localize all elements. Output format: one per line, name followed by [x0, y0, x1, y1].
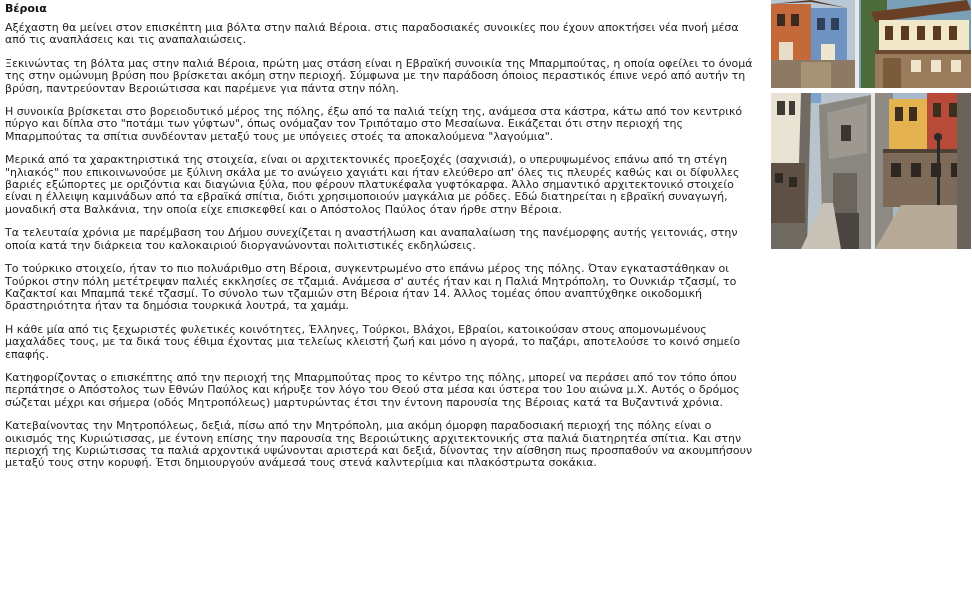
article-paragraph-7: Η κάθε μία από τις ξεχωριστές φυλετικές κοινότητες, Έλληνες, Τούρκοι, Βλάχοι, Εβραίοι, κατοικούσαν στους απομονωμένους μαχαλάδες τους, με τα δικά τους έθιμα έχοντας μια τελείως κλειστή ζωή και μόνο η αγορά, το παζάρι, αποτελούσε το κοινό σημείο επαφής.: [5, 322, 741, 361]
article-title: Βέροια: [5, 2, 47, 15]
article-paragraph-4: Μερικά από τα χαρακτηριστικά της στοιχεία, είναι οι αρχιτεκτονικές προεξοχές (σαχνισιά), ο υπερυψωμένος επάνω από τη στέγη "ηλιακός" που επικοινωνούσε με ξύλινη σκάλα με το ανώγειο χαγιάτι και ήταν ελεύθερο απ' όλες τις πλευρές καθώς και οι δίφυλλες βαριές εξώπορτες με οριζόντια και διαγώνια ξύλα, που φέρουν πλατυκέφαλα γυφτόκαρφα. Άλλο σημαντικό αρχιτεκτονικό στοιχείο είναι η έλλειψη καμινάδων από τα εβραϊκά σπίτια, διότι χρησιμοποιούν μαγκάλια με ρόδες. Εδώ διατηρείται η εβραϊκή συναγωγή, μοναδική στα Βαλκάνια, την οποία είχε επισκεφθεί και ο Απόστολος Παύλος όταν ήρθε στην Βέροια.: [5, 153, 740, 216]
article-paragraph-5: Τα τελευταία χρόνια με παρέμβαση του Δήμου συνεχίζεται η αναστήλωση και αναπαλαίωση της πανέμορφης αυτής γειτονιάς, στην οποία κατά την διάρκεια του καλοκαιριού διοργανώνονται πολιτιστικές εκδηλώσεις.: [5, 226, 738, 252]
article-paragraph-9: Κατεβαίνοντας την Μητροπόλεως, δεξιά, πίσω από την Μητρόπολη, μια ακόμη όμορφη παραδοσιακή περιοχή της πόλης είναι ο οικισμός της Κυριώτισσας, με έντονη επίσης την παρουσία της Βεροιώτικης αρχιτεκτονικής στα παλιά διατηρητέα σπίτια. Και στην περιοχή της Κυριώτισσας τα παλιά αρχοντικά υψώνονται αριστερά και δεξιά, δίνοντας την αίσθηση πως προσπαθούν να ακουμπήσουν μεταξύ τους στην κορυφή. Έτσι δημιουργούν ανάμεσά τους στενά καλντερίμια και πλακόστρωτα σοκάκια.: [5, 419, 753, 470]
article: [5, 0, 760, 481]
article-paragraph-1: Αξέχαστη θα μείνει στον επισκέπτη μια βόλτα στην παλιά Βέροια. στις παραδοσιακές συνοικίες που έχουν αποκτήσει νέα πνοή μέσα από τις αναπλάσεις και τις αναπαλαιώσεις.: [5, 21, 739, 47]
article-paragraph-3: Η συνοικία βρίσκεται στο βορειοδυτικό μέρος της πόλης, έξω από τα παλιά τείχη της, ανάμεσα στα κάστρα, κάτω από τον κεντρικό πύργο και δίπλα στο "ποτάμι των γύφτων", όπως ονόμαζαν τον Τριπόταμο στο Μεσαίωνα. Εικάζεται ότι στην περιοχή της Μπαρμπούτας τα σπίτια συνδέονταν μεταξύ τους με υπόγειες στοές τα αποκαλούμενα "λαγούμια".: [5, 105, 743, 143]
article-paragraph-8: Κατηφορίζοντας ο επισκέπτης από την περιοχή της Μπαρμπούτας προς το κέντρο της πόλης, μπορεί να περάσει από τον τόπο όπου περπάτησε ο Απόστολος των Εθνών Παύλος και κήρυξε τον λόγο του Θεού στα μέσα και ύστερα του 1ου αιώνα μ.Χ. Αυτός ο δρόμος σώζεται μέχρι και σήμερα (οδός Μητροπόλεως) μαρτυρώντας έτσι την έντονη παρουσία της Βέροιας κατά τα Βυζαντινά χρόνια.: [5, 370, 740, 409]
photo-traditional-houses: [771, 0, 971, 88]
article-paragraph-6: Το τούρκικο στοιχείο, ήταν το πιο πολυάριθμο στη Βέροια, συγκεντρωμένο στο επάνω μέρος της πόλης. Όταν εγκαταστάθηκαν οι Τούρκοι στην πόλη μετέτρεψαν παλιές εκκλησίες σε τζαμιά. Ανάμεσα σ' αυτές ήταν και η Παλιά Μητρόπολη, το Ουνκιάρ τζασμί, το Καζακτσί και Μπαμπά τεκέ τζασμί. Το σύνολο των τζαμιών στη Βέροια ήταν 14. Άλλος τομέας όπου αναπτύχθηκε οικοδομική δραστηριότητα ήταν τα δημόσια τουρκικά λουτρά, τα χαμάμ.: [5, 262, 737, 313]
photo-narrow-streets: [771, 93, 971, 249]
article-paragraph-2: Ξεκινώντας τη βόλτα μας στην παλιά Βέροια, πρώτη μας στάση είναι η Εβραϊκή συνοικία της Μπαρμπούτας, η οποία οφείλει το όνομά της στην ομώνυμη βρύση που βρίσκεται ακόμη στην περιοχή. Σύμφωνα με την παράδοση όποιος περαστικός έπινε νερό από αυτήν τη βρύση, παντρεύονταν Βεροιώτισσα και παρέμενε για πάντα στην πόλη.: [5, 56, 753, 95]
photo-column: [771, 0, 971, 249]
